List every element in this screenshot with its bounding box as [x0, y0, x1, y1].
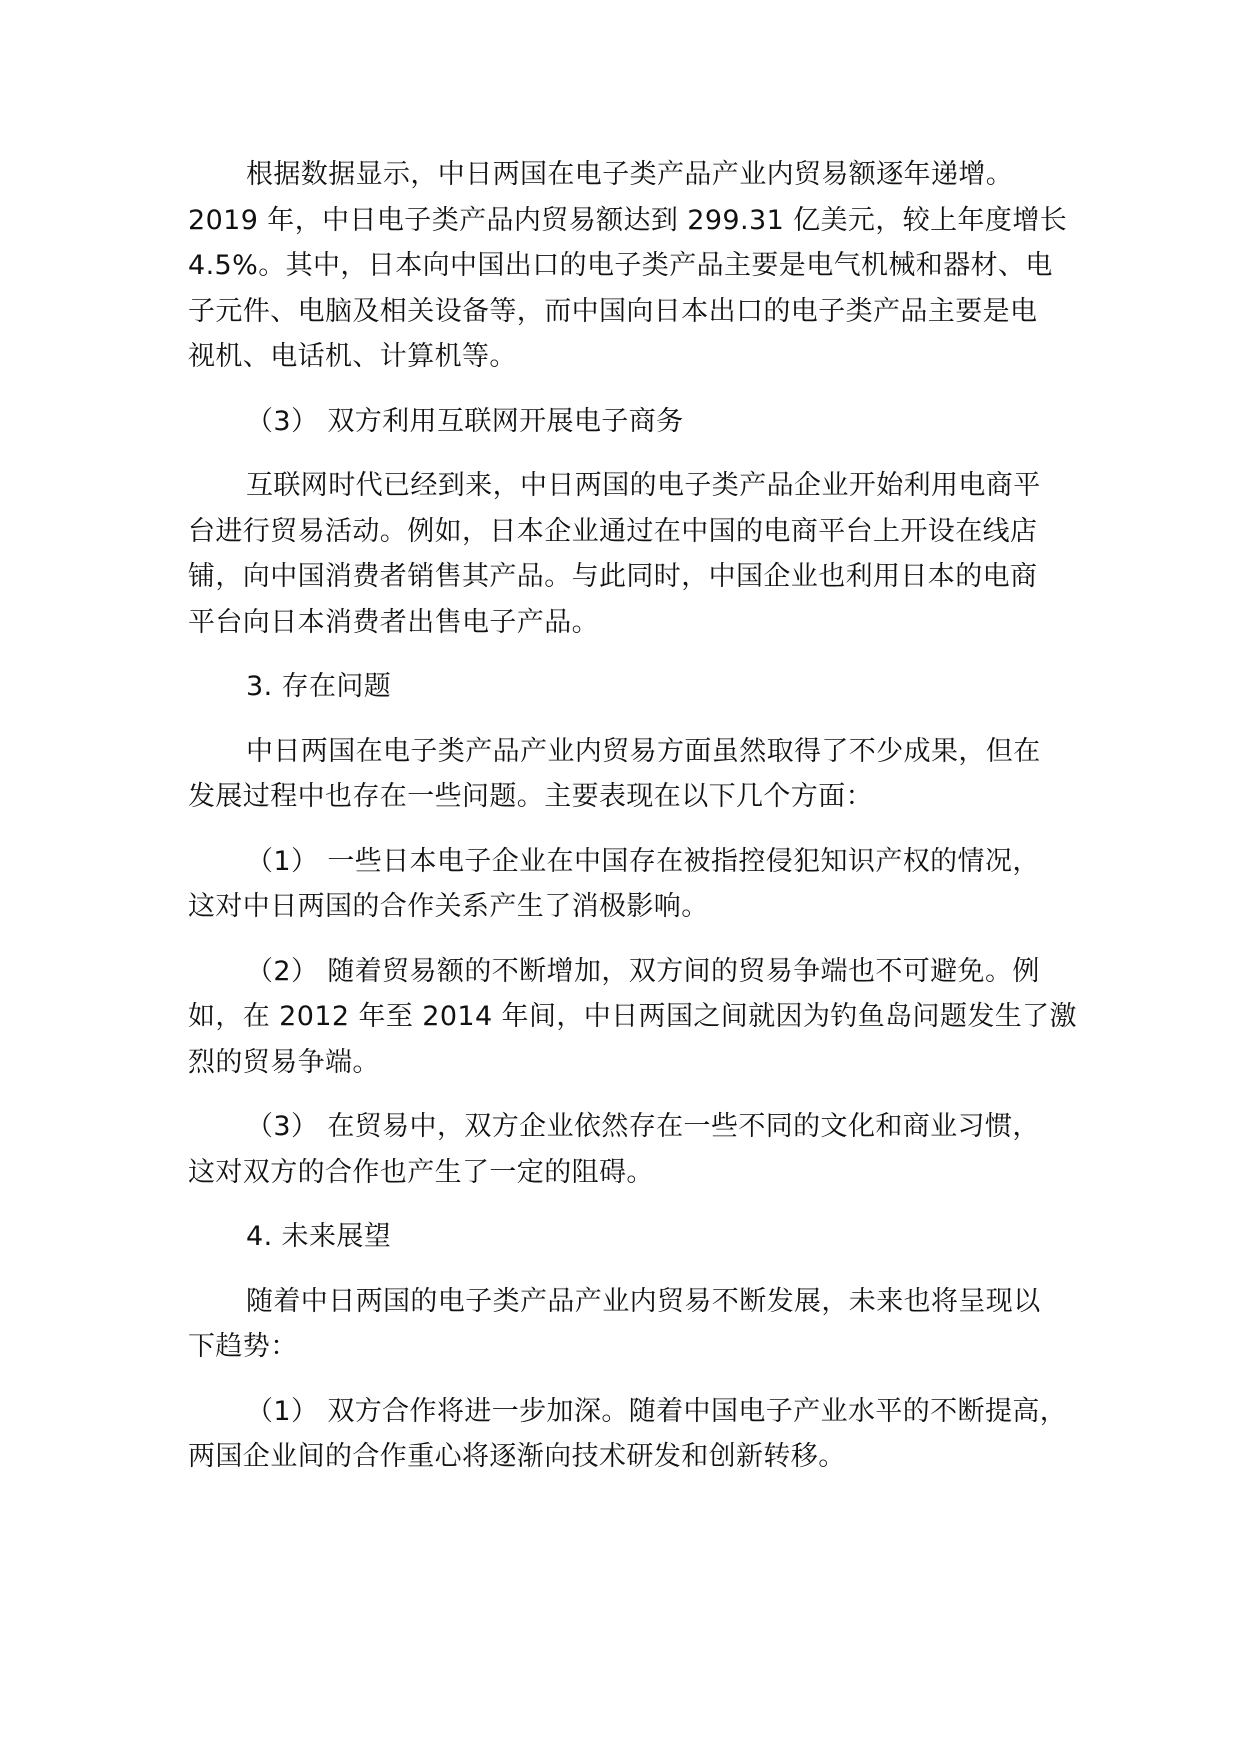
paragraph-outlook-intro: 随着中日两国的电子类产品产业内贸易不断发展，未来也将呈现以 下趋势：: [188, 1285, 1041, 1362]
paragraph-trade-growth: 根据数据显示，中日两国在电子类产品产业内贸易额逐年递增。 2019 年，中日电子类产品内贸易额达到 299.31 亿美元，较上年度增长 4.5%。其中，日本向中国出口的电子类产品主要是电气机械和器材、电 子元件、电脑及相关设备等，而中国向日本出口的电子类产品主要是电 视机、电话机、计算机等。: [188, 159, 1068, 372]
paragraph-problem-3: （3） 在贸易中，双方企业依然存在一些不同的文化和商业习惯， 这对双方的合作也产生了一定的阻碍。: [188, 1111, 1040, 1188]
document-body: [188, 152, 1088, 1499]
paragraph-problems-intro: 中日两国在电子类产品产业内贸易方面虽然取得了不少成果，但在 发展过程中也存在一些问题。主要表现在以下几个方面：: [188, 735, 1041, 812]
heading-ecommerce: （3） 双方利用互联网开展电子商务: [246, 405, 684, 437]
heading-future-outlook: 4. 未来展望: [246, 1221, 392, 1252]
heading-existing-problems: 3. 存在问题: [246, 671, 392, 702]
paragraph-ecommerce: 互联网时代已经到来，中日两国的电子类产品企业开始利用电商平 台进行贸易活动。例如，日本企业通过在中国的电商平台上开设在线店 铺，向中国消费者销售其产品。与此同时，中国企业也利用日本的电商 平台向日本消费者出售电子产品。: [188, 470, 1041, 638]
paragraph-outlook-1: （1） 双方合作将进一步加深。随着中国电子产业水平的不断提高， 两国企业间的合作重心将逐渐向技术研发和创新转移。: [188, 1395, 1068, 1472]
paragraph-problem-1: （1） 一些日本电子企业在中国存在被指控侵犯知识产权的情况， 这对中日两国的合作关系产生了消极影响。: [188, 845, 1040, 922]
paragraph-problem-2: （2） 随着贸易额的不断增加，双方间的贸易争端也不可避免。例 如，在 2012 年至 2014 年间，中日两国之间就因为钓鱼岛问题发生了激 烈的贸易争端。: [188, 955, 1077, 1078]
